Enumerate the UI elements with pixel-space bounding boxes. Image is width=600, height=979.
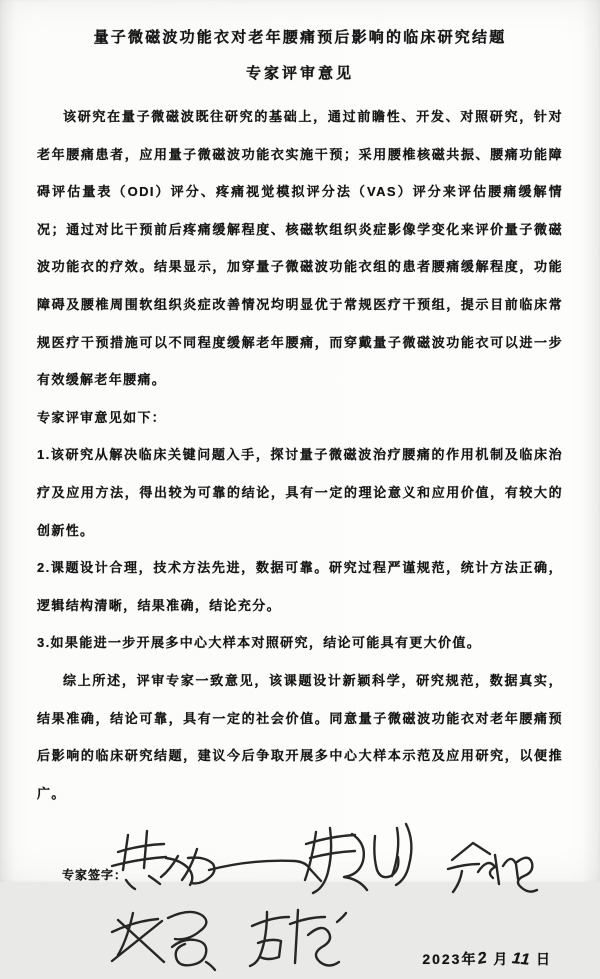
signature-2 (305, 824, 411, 893)
date-year: 2023 (422, 951, 462, 968)
signature-3 (448, 843, 537, 892)
document-subtitle: 专家评审意见 (245, 65, 354, 82)
date-day-handwritten: 11 (511, 950, 532, 970)
opinion-item-1: 1.该研究从解决临床关键问题入手，探讨量子微磁波治疗腰痛的作用机制及临床治疗及应用方法，得出较为可靠的结论，具有一定的理论意义和应用价值，有较大的创新性。 (37, 447, 563, 538)
date-line (422, 949, 552, 969)
date-month-handwritten: 2 (476, 949, 490, 969)
signature-4 (112, 912, 215, 970)
paragraph-summary: 该研究在量子微磁波既往研究的基础上，通过前瞻性、开发、对照研究，针对老年腰痛患者，应用量子微磁波功能衣实施干预；采用腰椎核磁共振、腰痛功能障碍评估量表（ODI）评分、疼痛视觉模拟评分法（VAS）评分来评估腰痛缓解情况；通过对比干预前后疼痛缓解程度、核磁软组织炎症影像学变化来评价量子微磁波功能衣的疗效。结果显示，加穿量子微磁波功能衣组的患者腰痛缓解程度，功能障碍及腰椎周围软组织炎症改善情况均明显优于常规医疗干预组，提示目前临床常规医疗干预措施可以不同程度缓解老年腰痛，而穿戴量子微磁波功能衣可以进一步有效缓解老年腰痛。 (37, 109, 563, 388)
signature-block (0, 814, 600, 979)
date-month-unit: 月 (493, 951, 510, 968)
signature-1 (112, 831, 321, 889)
expert-signature-label: 专家签字： (62, 868, 128, 883)
paragraph-conclusion: 综上所述，评审专家一致意见，该课题设计新颖科学，研究规范，数据真实，结果准确，结论可靠，具有一定的社会价值。同意量子微磁波功能衣对老年腰痛预后影响的临床研究结题，建议今后争取开展多中心大样本示范及应用研究，以便推广。 (37, 672, 563, 801)
date-day-unit: 日 (536, 951, 552, 968)
opinion-item-2: 2.课题设计合理，技术方法先进，数据可靠。研究过程严谨规范，统计方法正确，逻辑结构清晰，结果准确，结论充分。 (37, 560, 563, 613)
document-title: 量子微磁波功能衣对老年腰痛预后影响的临床研究结题 (93, 29, 507, 46)
opinions-heading: 专家评审意见如下： (37, 409, 167, 425)
signature-5 (250, 910, 346, 966)
opinion-item-3: 3.如果能进一步开展多中心大样本对照研究，结论可能具有更大价值。 (37, 635, 482, 651)
document-body (37, 98, 563, 812)
date-year-unit: 年 (461, 951, 478, 968)
